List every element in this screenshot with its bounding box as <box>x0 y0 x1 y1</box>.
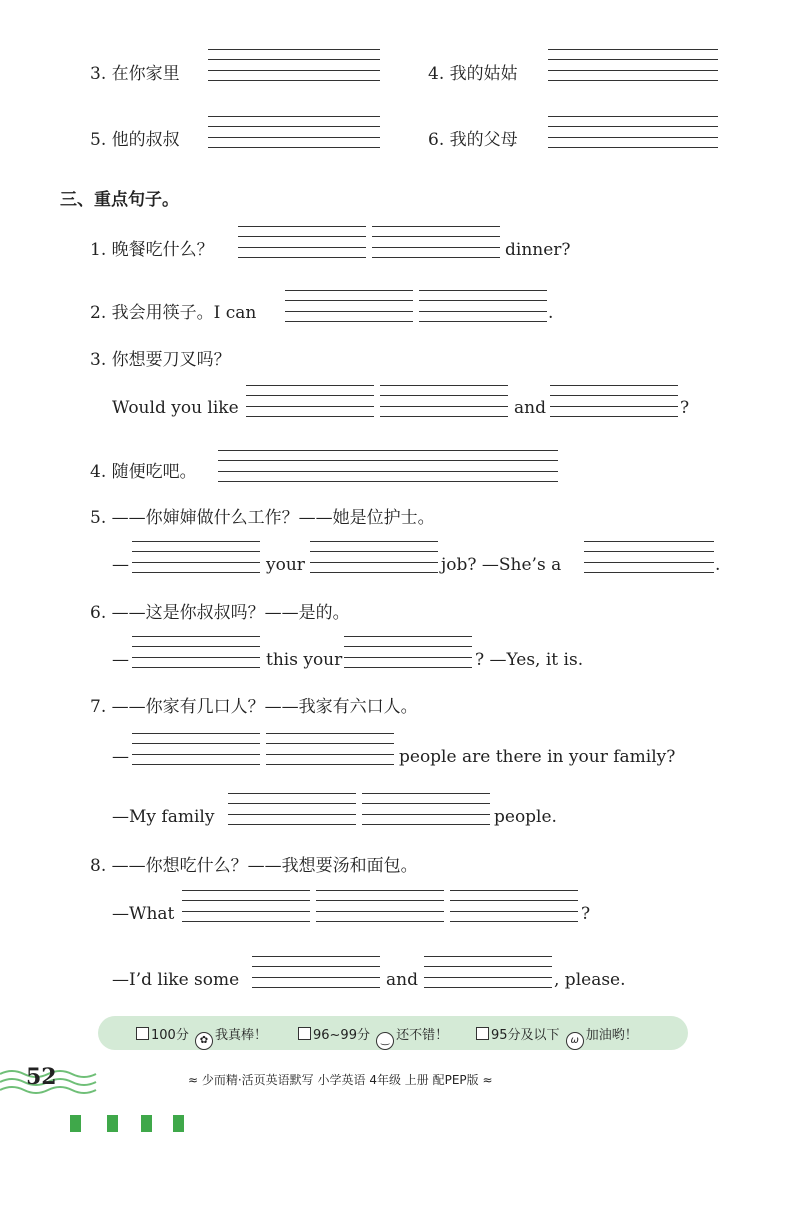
write-line[interactable] <box>132 541 260 573</box>
vocab-3: 3. 在你家里 <box>90 64 180 84</box>
s3-prompt: 3. 你想要刀叉吗？ <box>90 350 231 370</box>
s7-prompt: 7. ——你家有几口人？——我家有六口人。 <box>90 697 418 717</box>
decor-square <box>173 1115 184 1132</box>
write-line[interactable] <box>246 385 374 417</box>
cheer-face-icon: ω <box>566 1032 584 1050</box>
write-line[interactable] <box>208 49 380 81</box>
s8-end2: , please. <box>554 970 626 990</box>
write-line[interactable] <box>372 226 500 258</box>
write-line[interactable] <box>548 49 718 81</box>
write-line[interactable] <box>252 956 380 988</box>
s8-end1: ? <box>581 904 591 924</box>
write-line[interactable] <box>266 733 394 765</box>
s5-prompt: 5. ——你婶婶做什么工作？——她是位护士。 <box>90 508 435 528</box>
s8-lead1: —What <box>112 904 175 924</box>
write-line[interactable] <box>310 541 438 573</box>
s6-prompt: 6. ——这是你叔叔吗？——是的。 <box>90 603 350 623</box>
s6-end: ? —Yes, it is. <box>475 650 584 670</box>
checkbox[interactable] <box>476 1027 489 1040</box>
write-line[interactable] <box>132 636 260 668</box>
s1-end: dinner? <box>505 240 571 260</box>
s7-w1: people are there in your family? <box>399 747 676 767</box>
s1-prompt: 1. 晚餐吃什么？ <box>90 240 214 260</box>
write-line[interactable] <box>362 793 490 825</box>
write-line[interactable] <box>548 116 718 148</box>
write-line[interactable] <box>316 890 444 922</box>
star-face-icon: ✿ <box>195 1032 213 1050</box>
vocab-4: 4. 我的姑姑 <box>428 64 518 84</box>
checkbox[interactable] <box>298 1027 311 1040</box>
s7-dash: — <box>112 747 129 767</box>
s4-prompt: 4. 随便吃吧。 <box>90 462 197 482</box>
s8-mid2: and <box>386 970 418 990</box>
s6-w1: this your <box>266 650 343 670</box>
s3-end: ? <box>680 398 690 418</box>
decor-square <box>70 1115 81 1132</box>
decor-square <box>107 1115 118 1132</box>
write-line[interactable] <box>419 290 547 322</box>
smile-face-icon: ‿ <box>376 1032 394 1050</box>
s3-mid: and <box>514 398 546 418</box>
s5-w2: job? —She’s a <box>441 555 562 575</box>
s5-w1: your <box>266 555 305 575</box>
write-line[interactable] <box>182 890 310 922</box>
s7-lead2: —My family <box>112 807 215 827</box>
write-line[interactable] <box>550 385 678 417</box>
vocab-6: 6. 我的父母 <box>428 130 518 150</box>
s7-end2: people. <box>494 807 557 827</box>
write-line[interactable] <box>584 541 714 573</box>
vocab-5: 5. 他的叔叔 <box>90 130 180 150</box>
page-number: 52 <box>26 1064 57 1090</box>
s8-lead2: —I’d like some <box>112 970 240 990</box>
decor-square <box>141 1115 152 1132</box>
write-line[interactable] <box>380 385 508 417</box>
write-line[interactable] <box>285 290 413 322</box>
s5-end: . <box>715 555 721 575</box>
score-option-95: 95分及以下 ω 加油哟！ <box>476 1024 638 1050</box>
s8-prompt: 8. ——你想吃什么？——我想要汤和面包。 <box>90 856 418 876</box>
score-option-96: 96~99分 ‿ 还不错！ <box>298 1024 448 1050</box>
checkbox[interactable] <box>136 1027 149 1040</box>
score-option-100: 100分 ✿ 我真棒！ <box>136 1024 267 1050</box>
write-line[interactable] <box>424 956 552 988</box>
write-line[interactable] <box>344 636 472 668</box>
s2-end: . <box>548 303 554 323</box>
write-line[interactable] <box>132 733 260 765</box>
score-banner <box>98 1016 688 1050</box>
write-line[interactable] <box>450 890 578 922</box>
s3-lead: Would you like <box>112 398 239 418</box>
footer-text: ≈ 少而精·活页英语默写 小学英语 4年级 上册 配PEP版 ≈ <box>188 1073 493 1087</box>
write-line[interactable] <box>228 793 356 825</box>
write-line[interactable] <box>238 226 366 258</box>
section-title: 三、重点句子。 <box>60 190 179 210</box>
s2-prompt: 2. 我会用筷子。I can <box>90 303 257 323</box>
write-line[interactable] <box>208 116 380 148</box>
s5-dash: — <box>112 555 129 575</box>
write-line[interactable] <box>218 450 558 482</box>
s6-dash: — <box>112 650 129 670</box>
